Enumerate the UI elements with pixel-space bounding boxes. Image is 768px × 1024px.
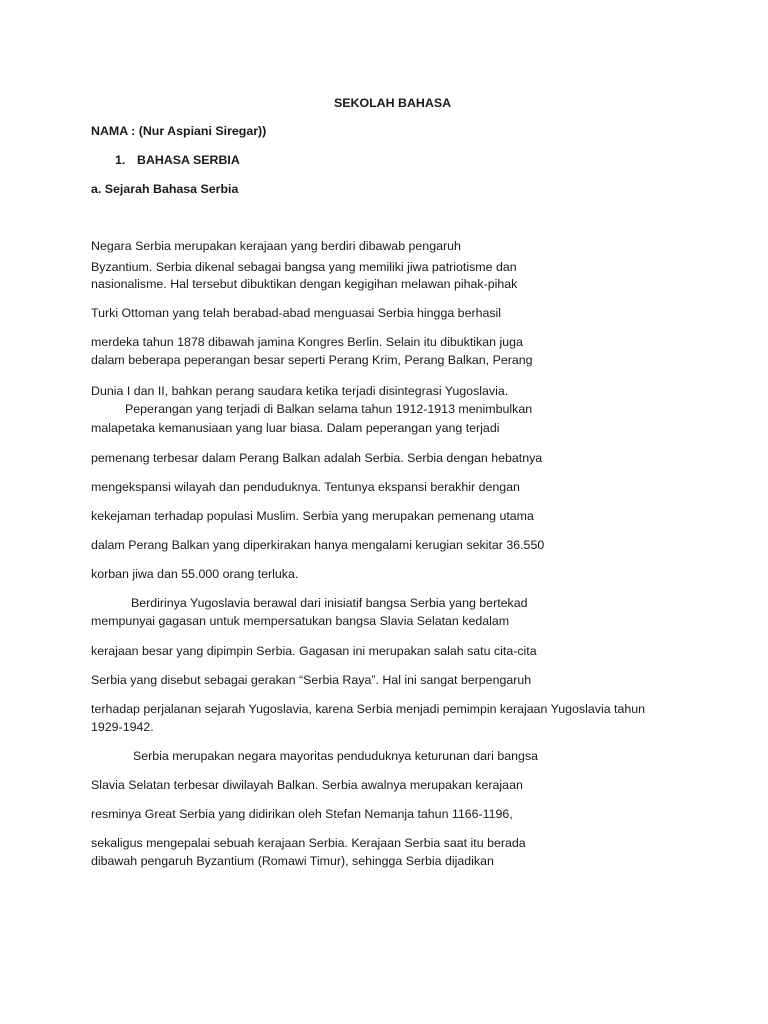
paragraph-line: mempunyai gagasan untuk mempersatukan bangsa Slavia Selatan kedalam (91, 614, 510, 628)
document-title: SEKOLAH BAHASA (334, 96, 452, 110)
paragraph-line: kerajaan besar yang dipimpin Serbia. Gagasan ini merupakan salah satu cita-cita (91, 644, 537, 658)
paragraph-line: sekaligus mengepalai sebuah kerajaan Serbia. Kerajaan Serbia saat itu berada (91, 836, 526, 850)
paragraph-line: Serbia yang disebut sebagai gerakan “Serbia Raya”. Hal ini sangat berpengaruh (91, 673, 532, 687)
paragraph-line: resminya Great Serbia yang didirikan oleh Stefan Nemanja tahun 1166-1196, (91, 807, 513, 821)
paragraph-line: nasionalisme. Hal tersebut dibuktikan dengan kegigihan melawan pihak-pihak (91, 277, 518, 291)
list-number: 1. (115, 153, 126, 167)
paragraph-line: Berdirinya Yugoslavia berawal dari inisiatif bangsa Serbia yang bertekad (131, 596, 528, 610)
paragraph-line: kekejaman terhadap populasi Muslim. Serbia yang merupakan pemenang utama (91, 509, 534, 523)
list-heading: BAHASA SERBIA (137, 153, 240, 167)
paragraph-line: malapetaka kemanusiaan yang luar biasa. Dalam peperangan yang terjadi (91, 421, 500, 435)
paragraph-line: Byzantium. Serbia dikenal sebagai bangsa yang memiliki jiwa patriotisme dan (91, 260, 517, 274)
paragraph-line: dalam beberapa peperangan besar seperti Perang Krim, Perang Balkan, Perang (91, 353, 533, 367)
paragraph-line: terhadap perjalanan sejarah Yugoslavia, karena Serbia menjadi pemimpin kerajaan Yugoslavia tahun (91, 702, 646, 716)
paragraph-line: Turki Ottoman yang telah berabad-abad menguasai Serbia hingga berhasil (91, 306, 502, 320)
paragraph-line: Peperangan yang terjadi di Balkan selama tahun 1912-1913 menimbulkan (125, 402, 533, 416)
paragraph-line: mengekspansi wilayah dan penduduknya. Tentunya ekspansi berakhir dengan (91, 480, 520, 494)
paragraph-line: merdeka tahun 1878 dibawah jamina Kongres Berlin. Selain itu dibuktikan juga (91, 335, 523, 349)
paragraph-line: dalam Perang Balkan yang diperkirakan hanya mengalami kerugian sekitar 36.550 (91, 538, 545, 552)
paragraph-line: Negara Serbia merupakan kerajaan yang berdiri dibawab pengaruh (91, 239, 461, 253)
paragraph-line: pemenang terbesar dalam Perang Balkan adalah Serbia. Serbia dengan hebatnya (91, 451, 543, 465)
subheading: a. Sejarah Bahasa Serbia (91, 182, 239, 196)
paragraph-line: Dunia I dan II, bahkan perang saudara ketika terjadi disintegrasi Yugoslavia. (91, 384, 509, 398)
paragraph-line: Serbia merupakan negara mayoritas penduduknya keturunan dari bangsa (133, 749, 539, 763)
paragraph-line: 1929-1942. (91, 720, 154, 734)
paragraph-line: korban jiwa dan 55.000 orang terluka. (91, 567, 299, 581)
paragraph-line: dibawah pengaruh Byzantium (Romawi Timur), sehingga Serbia dijadikan (91, 854, 494, 868)
name-line: NAMA : (Nur Aspiani Siregar)) (91, 124, 267, 138)
paragraph-line: Slavia Selatan terbesar diwilayah Balkan. Serbia awalnya merupakan kerajaan (91, 778, 523, 792)
